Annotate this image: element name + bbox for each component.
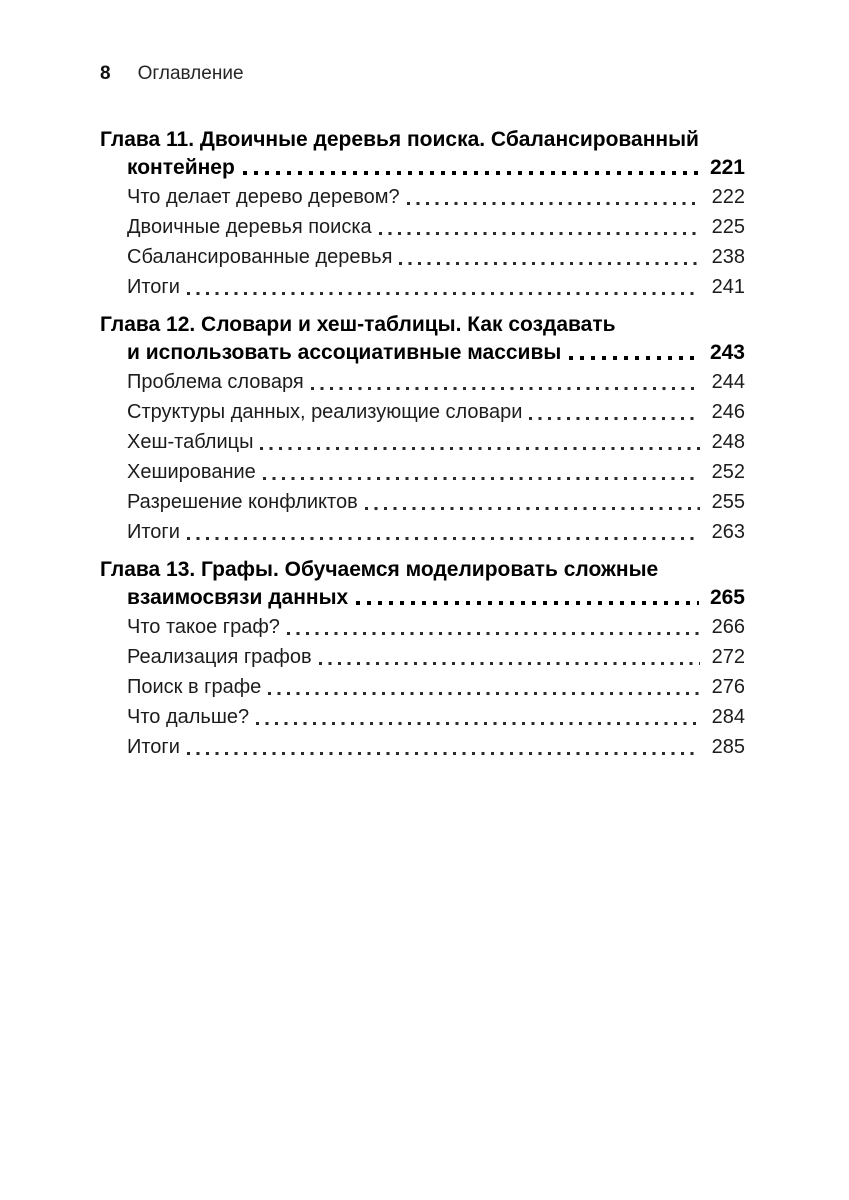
chapter-title: Глава 12. Словари и хеш-таблицы. Как создавать [100,313,616,336]
toc-entry [100,517,745,547]
dot-leader [187,537,700,540]
dot-leader [187,292,700,295]
chapter-title-continuation [100,154,745,182]
entry-label: Сбалансированные деревья [127,246,393,268]
entry-label: Что дальше? [127,706,250,728]
entry-page-number: 263 [711,521,745,543]
chapter-title-text: контейнер [127,156,235,179]
entry-page-number: 252 [711,461,745,483]
dot-leader [379,232,700,235]
toc-entry [100,457,745,487]
chapter-title-text: и использовать ассоциативные массивы [127,341,562,364]
dot-leader [287,632,700,635]
entry-label: Проблема словаря [127,371,304,393]
entry-label: Что делает дерево деревом? [127,186,400,208]
entry-label: Что такое граф? [127,616,280,638]
dot-leader [529,417,700,420]
dot-leader [256,722,700,725]
chapter-title-continuation [100,339,745,367]
entry-label: Реализация графов [127,646,312,668]
chapter-title-text: взаимосвязи данных [127,586,349,609]
entry-label: Итоги [127,276,180,298]
entry-label: Структуры данных, реализующие словари [127,401,523,423]
toc-entry [100,367,745,397]
chapter-page-number: 243 [709,341,745,364]
toc-entry [100,487,745,517]
toc-entry [100,212,745,242]
dot-leader [243,171,699,175]
entry-page-number: 266 [711,616,745,638]
toc-entry [100,702,745,732]
chapter-title: Глава 11. Двоичные деревья поиска. Сбалансированный [100,128,699,151]
running-header [100,62,244,86]
entry-page-number: 244 [711,371,745,393]
dot-leader [365,507,700,510]
toc-entry [100,182,745,212]
entry-label: Хеширование [127,461,256,483]
dot-leader [311,387,700,390]
entry-page-number: 276 [711,676,745,698]
table-of-contents [100,126,745,762]
dot-leader [569,356,699,360]
entry-page-number: 255 [711,491,745,513]
toc-entry [100,242,745,272]
toc-entry [100,427,745,457]
toc-entry [100,397,745,427]
toc-entry [100,642,745,672]
header-title: Оглавление [137,63,244,84]
entry-page-number: 272 [711,646,745,668]
chapter-page-number: 221 [709,156,745,179]
dot-leader [268,692,700,695]
chapter-title: Глава 13. Графы. Обучаемся моделировать сложные [100,558,659,581]
toc-entry [100,612,745,642]
chapter-block-13 [100,556,745,762]
entry-label: Разрешение конфликтов [127,491,358,513]
entry-page-number: 238 [711,246,745,268]
chapter-block-12 [100,311,745,547]
dot-leader [187,752,700,755]
entry-page-number: 246 [711,401,745,423]
entry-label: Итоги [127,521,180,543]
chapter-page-number: 265 [709,586,745,609]
entry-page-number: 284 [711,706,745,728]
entry-page-number: 241 [711,276,745,298]
entry-page-number: 225 [711,216,745,238]
entry-page-number: 248 [711,431,745,453]
dot-leader [399,262,700,265]
entry-label: Двоичные деревья поиска [127,216,372,238]
chapter-block-11 [100,126,745,302]
dot-leader [319,662,700,665]
entry-label: Хеш-таблицы [127,431,254,453]
toc-entry [100,732,745,762]
entry-page-number: 222 [711,186,745,208]
chapter-title-continuation [100,584,745,612]
dot-leader [407,202,700,205]
dot-leader [263,477,700,480]
entry-page-number: 285 [711,736,745,758]
toc-entry [100,672,745,702]
toc-entry [100,272,745,302]
dot-leader [356,601,699,605]
entry-label: Поиск в графе [127,676,262,698]
dot-leader [260,447,700,450]
entry-label: Итоги [127,736,180,758]
page-number: 8 [100,63,111,84]
